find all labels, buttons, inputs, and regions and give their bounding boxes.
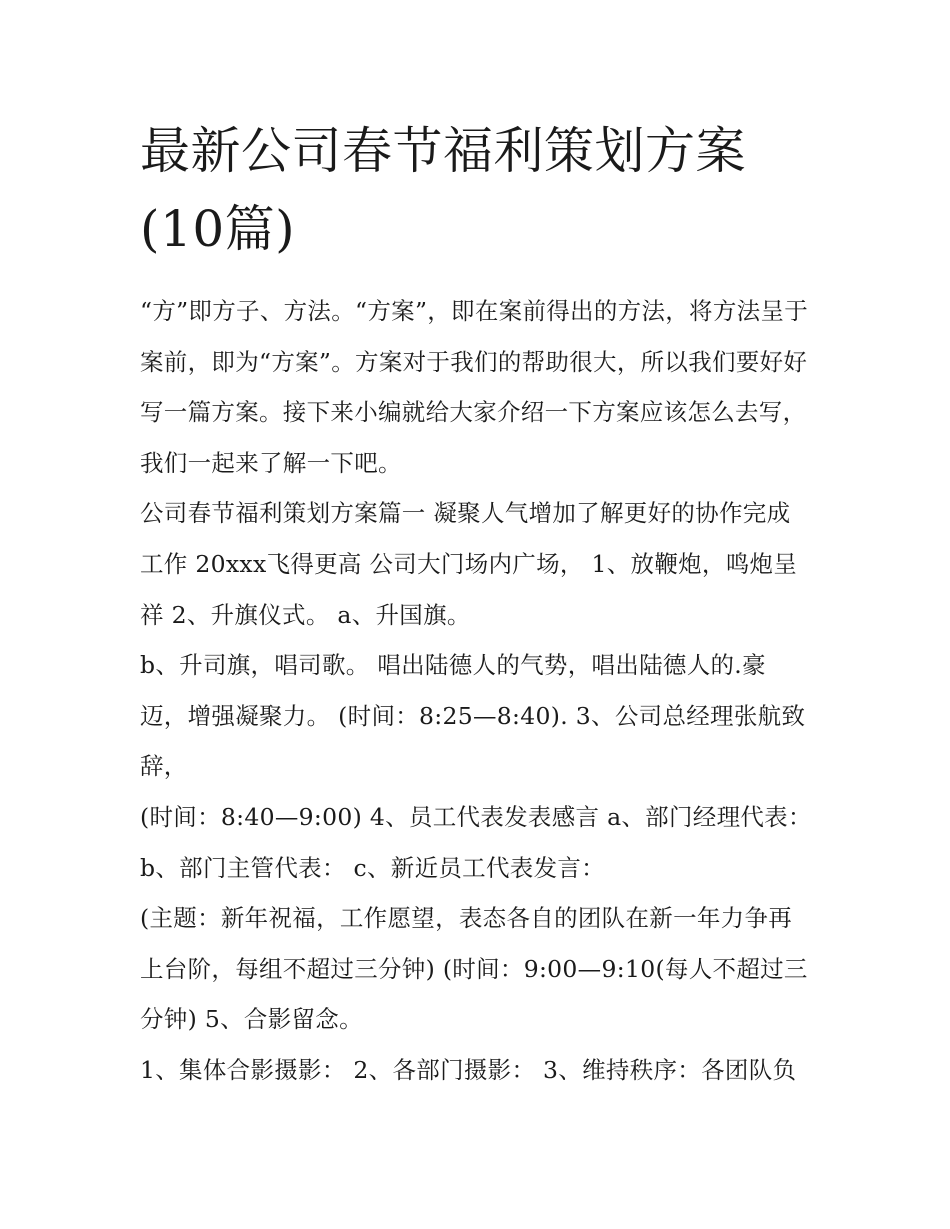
paragraph-plan-one: 公司春节福利策划方案篇一 凝聚人气增加了解更好的协作完成工作 20xxx飞得更高 公司大门场内广场， 1、放鞭炮，鸣炮呈祥 2、升旗仪式。 a、升国旗。 [140, 499, 798, 629]
paragraph-supervisor-speech: b、部门主管代表： c、新近员工代表发言： [140, 853, 605, 882]
paragraph-employee-speech: (时间：8:40—9:00) 4、员工代表发表感言 a、部门经理代表： [140, 802, 812, 831]
document-page [140, 112, 812, 1096]
paragraph-company-flag: b、升司旗，唱司歌。 唱出陆德人的气势，唱出陆德人的.豪迈，增强凝聚力。 (时间：8:25—8:40). 3、公司总经理张航致辞， [140, 651, 806, 781]
paragraph-intro: “方”即方子、方法。“方案”，即在案前得出的方法，将方法呈于案前，即为“方案”。方案对于我们的帮助很大，所以我们要好好写一篇方案。接下来小编就给大家介绍一下方案应该怎么去写，我们一起来了解一下吧。 [140, 297, 809, 477]
paragraph-photo: 1、集体合影摄影： 2、各部门摄影： 3、维持秩序：各团队负 [140, 1055, 797, 1084]
paragraph-theme: (主题：新年祝福，工作愿望，表态各自的团队在新一年力争再上台阶，每组不超过三分钟) (时间：9:00—9:10(每人不超过三分钟) 5、合影留念。 [140, 904, 808, 1034]
document-title: 最新公司春节福利策划方案(10篇) [140, 122, 746, 258]
